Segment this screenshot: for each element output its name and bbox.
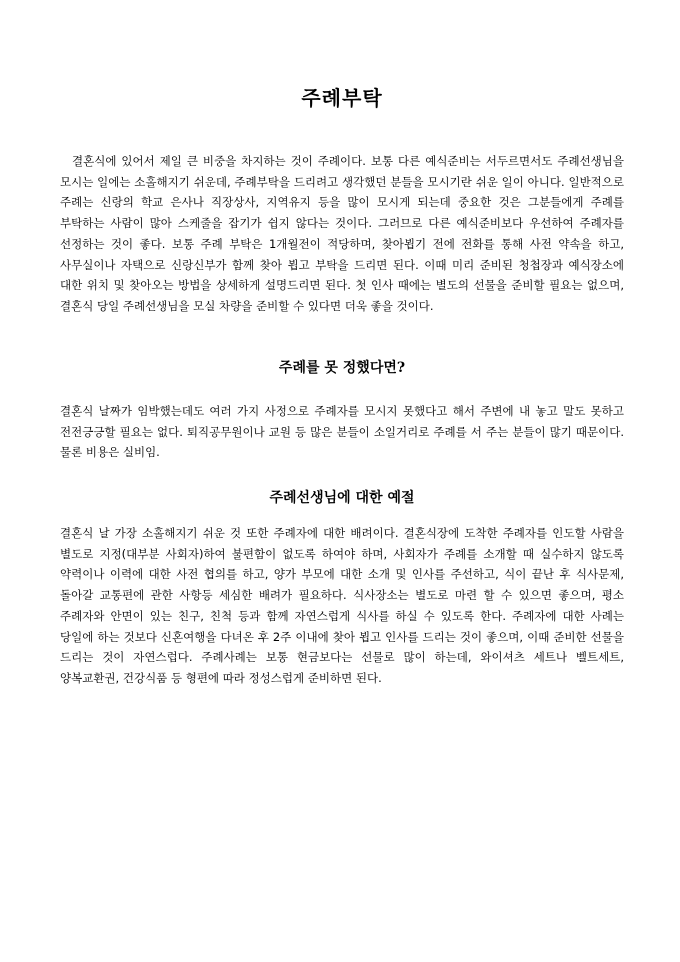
intro-paragraph: 결혼식에 있어서 제일 큰 비중을 차지하는 것이 주례이다. 보통 다른 예식준비는 서두르면서도 주례선생님을 모시는 일에는 소홀해지기 쉬운데, 주례부탁을 드리려고 생각했던 분들을 모시기란 쉬운 일이 아니다. 일반적으로 주례는 신랑의 학교 은사나 직장상사, 지역유지 등을 많이 모시게 되는데 중요한 것은 그분들에게 주례를 부탁하는 사람이 많아 스케줄을 잡기가 쉽지 않다는 것이다. 그러므로 다른 예식준비보다 우선하여 주례자를 선정하는 것이 좋다. 보통 주례 부탁은 1개월전이 적당하며, 찾아뵙기 전에 전화를 통해 사전 약속을 하고, 사무실이나 자택으로 신랑신부가 함께 찾아 뵙고 부탁을 드리면 된다. 이때 미리 준비된 청첩장과 예식장소에 대한 위치 및 찾아오는 방법을 상세하게 설명드리면 된다. 첫 인사 때에는 별도의 선물을 준비할 필요는 없으며, 결혼식 당일 주례선생님을 모실 차량을 준비할 수 있다면 더욱 좋을 것이다. (60, 154, 624, 313)
document-title: 주례부탁 (301, 86, 383, 110)
no-officiant-paragraph: 결혼식 날짜가 임박했는데도 여러 가지 사정으로 주례자를 모시지 못했다고 해서 주변에 내 놓고 말도 못하고 전전긍긍할 필요는 없다. 퇴직공무원이나 교원 등 많은 분들이 소일거리로 주례를 서 주는 분들이 많기 때문이다. 물론 비용은 실비임. (60, 404, 624, 460)
officiant-etiquette-paragraph: 결혼식 날 가장 소홀해지기 쉬운 것 또한 주례자에 대한 배려이다. 결혼식장에 도착한 주례자를 인도할 사람을 별도로 지정(대부분 사회자)하여 불편함이 없도록 하여야 하며, 사회자가 주례를 소개할 때 실수하지 않도록 약력이나 이력에 대한 사전 협의를 하고, 양가 부모에 대한 소개 및 인사를 주선하고, 식이 끝난 후 식사문제, 돌아갈 교통편에 관한 사항등 세심한 배려가 필요하다. 식사장소는 별도로 마련 할 수 있으면 좋으며, 평소 주례자와 안면이 있는 친구, 친척 등과 함께 자연스럽게 식사를 하실 수 있도록 한다. 주례자에 대한 사례는 당일에 하는 것보다 신혼여행을 다녀온 후 2주 이내에 찾아 뵙고 인사를 드리는 것이 좋으며, 이때 준비한 선물을 드리는 것이 자연스럽다. 주례사례는 보통 현금보다는 선물로 많이 하는데, 와이셔츠 세트나 벨트세트, 양복교환권, 건강식품 등 형편에 따라 정성스럽게 준비하면 된다. (60, 526, 624, 685)
section-heading-no-officiant: 주례를 못 정했다면? (278, 360, 406, 376)
section-heading-officiant-etiquette: 주례선생님에 대한 예절 (269, 490, 415, 506)
